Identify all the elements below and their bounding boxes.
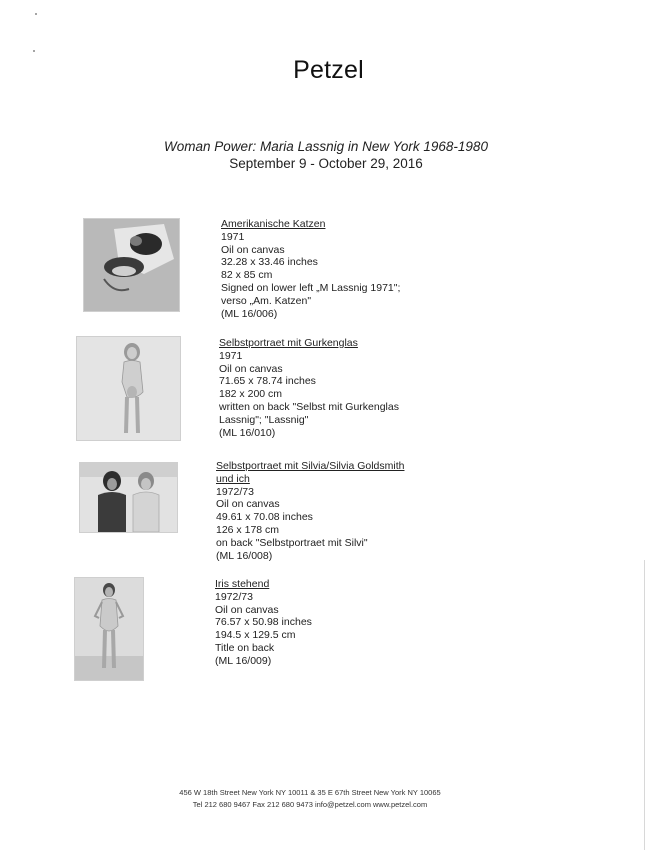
artwork-caption xyxy=(215,578,312,668)
footer-address: 456 W 18th Street New York NY 10011 & 35 E 67th Street New York NY 10065 xyxy=(179,788,441,797)
artwork-inventory-code: (ML 16/008) xyxy=(216,549,273,562)
artwork-dimensions-cm: 194.5 x 129.5 cm xyxy=(215,629,296,642)
artwork-caption xyxy=(221,218,400,320)
artwork-image-amerikanische-katzen xyxy=(83,218,180,312)
scan-artifact-line xyxy=(644,560,645,850)
artwork-year: 1971 xyxy=(219,349,243,362)
artwork-dimensions-inches: 71.65 x 78.74 inches xyxy=(219,375,316,388)
artwork-title: Amerikanische Katzen xyxy=(221,218,326,230)
scan-speck xyxy=(33,50,35,52)
artwork-medium: Oil on canvas xyxy=(215,603,279,616)
artwork-note: Signed on lower left „M Lassnig 1971"; xyxy=(221,281,401,294)
footer-contact: Tel 212 680 9467 Fax 212 680 9473 info@petzel.com www.petzel.com xyxy=(192,800,428,809)
scan-speck xyxy=(35,13,37,15)
artwork-note: Title on back xyxy=(215,641,275,654)
artwork-title: Iris stehend xyxy=(215,578,270,590)
exhibition-title: Woman Power: Maria Lassnig in New York 1968-1980 xyxy=(164,139,488,154)
artwork-dimensions-cm: 126 x 178 cm xyxy=(216,523,280,536)
artwork-year: 1972/73 xyxy=(215,590,253,603)
gallery-logo: Petzel xyxy=(293,56,364,84)
artwork-image-selbstportraet-mit-gurkenglas xyxy=(76,336,181,441)
artwork-title: Selbstportraet mit Silvia/Silvia Goldsmith xyxy=(216,460,405,472)
artwork-note: verso „Am. Katzen" xyxy=(221,294,312,307)
artwork-image-iris-stehend xyxy=(74,577,144,681)
artwork-inventory-code: (ML 16/006) xyxy=(221,307,278,320)
artwork-note: on back "Selbstportraet mit Silvi" xyxy=(216,536,368,549)
artwork-title: Selbstportraet mit Gurkenglas xyxy=(219,337,358,349)
artwork-year: 1971 xyxy=(221,230,245,243)
artwork-medium: Oil on canvas xyxy=(216,498,280,511)
artwork-medium: Oil on canvas xyxy=(221,243,285,256)
artwork-dimensions-inches: 32.28 x 33.46 inches xyxy=(221,256,318,269)
artwork-inventory-code: (ML 16/009) xyxy=(215,654,272,667)
artwork-dimensions-cm: 82 x 85 cm xyxy=(221,269,273,282)
artwork-dimensions-inches: 76.57 x 50.98 inches xyxy=(215,616,312,629)
artwork-title: und ich xyxy=(216,472,250,485)
artwork-year: 1972/73 xyxy=(216,485,254,498)
artwork-medium: Oil on canvas xyxy=(219,362,283,375)
artwork-inventory-code: (ML 16/010) xyxy=(219,426,276,439)
exhibition-dates: September 9 - October 29, 2016 xyxy=(229,156,423,171)
artwork-dimensions-cm: 182 x 200 cm xyxy=(219,388,283,401)
artwork-dimensions-inches: 49.61 x 70.08 inches xyxy=(216,511,313,524)
artwork-caption xyxy=(219,337,399,439)
artwork-image-selbstportraet-mit-silvia xyxy=(79,462,178,533)
artwork-caption xyxy=(216,460,404,562)
artwork-note: Lassnig"; "Lassnig" xyxy=(219,413,309,426)
artwork-note: written on back "Selbst mit Gurkenglas xyxy=(219,400,399,413)
